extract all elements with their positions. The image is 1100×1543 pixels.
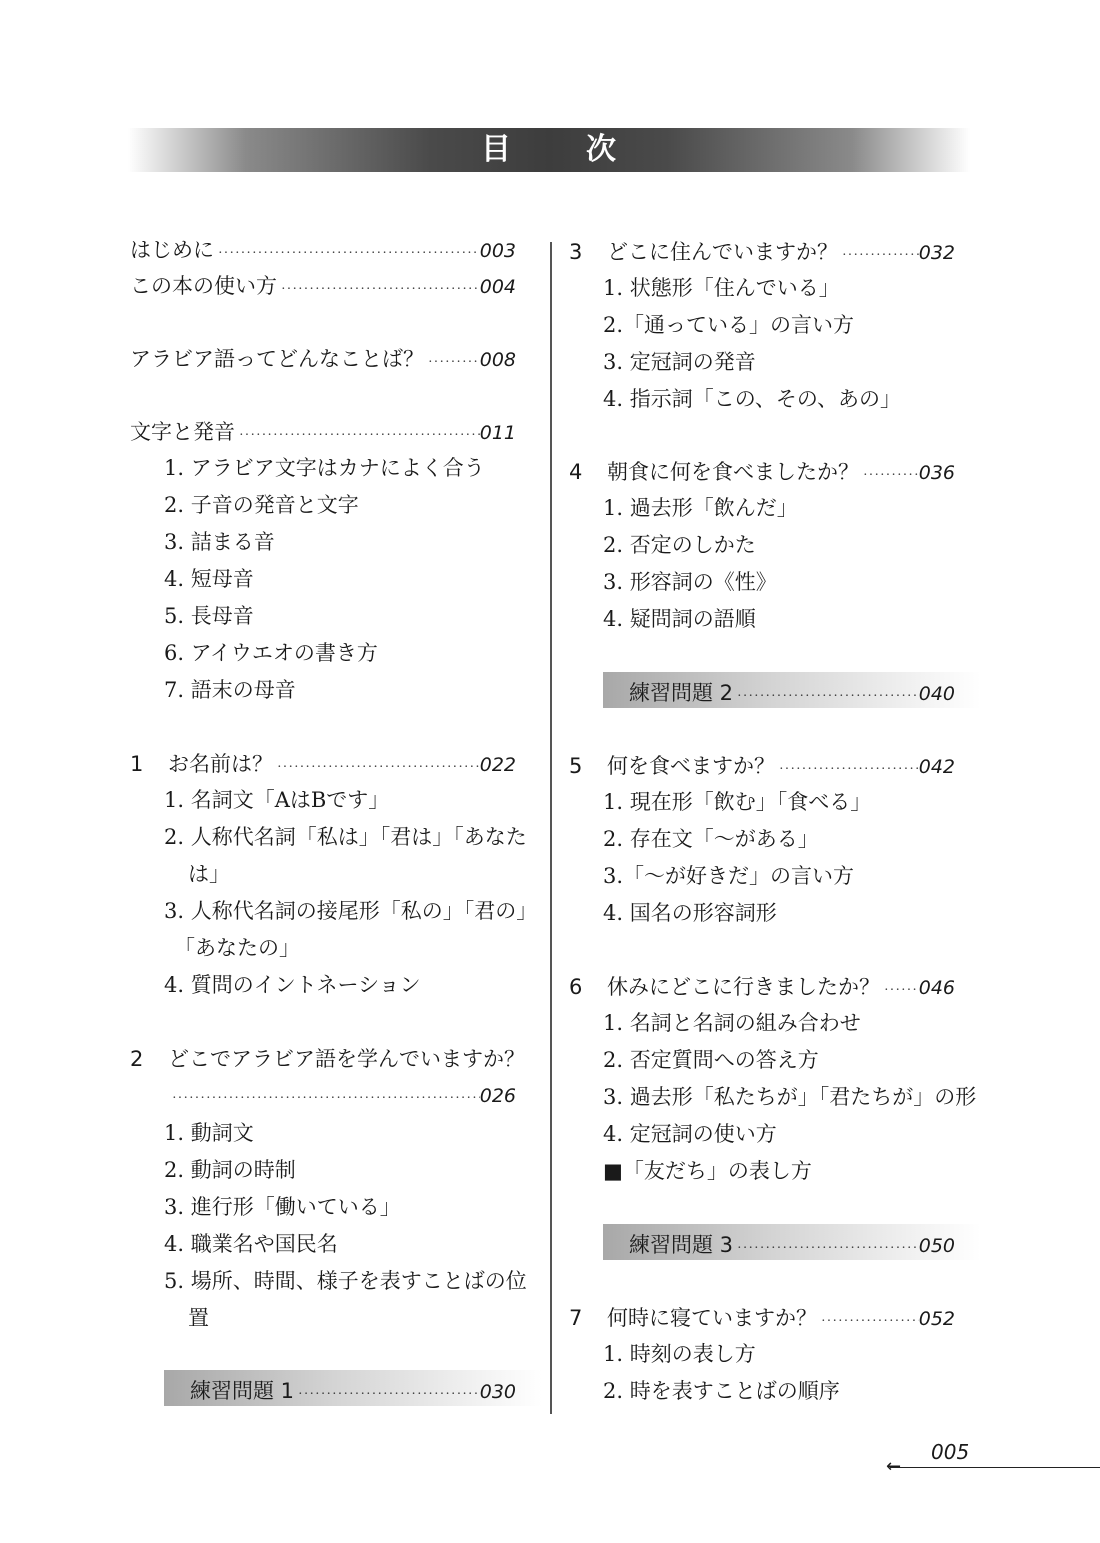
toc-page: 011 — [479, 422, 516, 444]
toc-entry-chapter-6[interactable] — [569, 969, 955, 1005]
leader-dots — [775, 752, 919, 788]
toc-subitem[interactable]: 4. 指示詞「この、その、あの」 — [603, 387, 902, 411]
toc-entry-chapter-3[interactable] — [569, 234, 955, 270]
page-title — [128, 128, 970, 172]
chapter-number: 5 — [569, 754, 583, 778]
toc-subitem[interactable]: 1. アラビア文字はカナによく合う — [164, 456, 485, 480]
leader-dots — [733, 679, 919, 715]
toc-subitem[interactable]: 2.「通っている」の言い方 — [603, 313, 855, 337]
toc-subitem[interactable]: 1. 名詞文「AはBです」 — [164, 788, 390, 812]
toc-subitem[interactable]: 2. 時を表すことばの順序 — [603, 1379, 840, 1403]
toc-subitem-continued[interactable]: 置 — [188, 1306, 209, 1330]
toc-label: 休みにどこに行きましたか？ — [607, 975, 880, 999]
toc-label: 何時に寝ていますか？ — [607, 1306, 817, 1330]
toc-entry-chapter-7[interactable] — [569, 1300, 955, 1336]
toc-subitem[interactable]: 5. 長母音 — [164, 604, 254, 628]
toc-subitem[interactable]: 2. 動詞の時制 — [164, 1158, 296, 1182]
title-char-1: 目 — [481, 132, 512, 167]
toc-subitem[interactable]: 4. 国名の形容詞形 — [603, 901, 777, 925]
toc-subitem[interactable]: 4. 短母音 — [164, 567, 254, 591]
title-char-2: 次 — [586, 132, 617, 167]
leader-dots — [817, 1304, 919, 1340]
toc-entry-practice-1[interactable] — [190, 1373, 516, 1409]
toc-entry-chapter-1[interactable] — [130, 746, 516, 782]
toc-label: この本の使い方 — [130, 274, 277, 298]
toc-subitem[interactable]: 3. 人称代名詞の接尾形「私の」「君の」 — [164, 899, 538, 923]
toc-label: はじめに — [130, 238, 214, 262]
toc-page: 008 — [479, 349, 516, 371]
toc-page: 040 — [918, 683, 955, 705]
toc-entry-arabic[interactable] — [130, 341, 516, 377]
toc-subitem[interactable]: 2. 否定質問への答え方 — [603, 1048, 819, 1072]
toc-subitem[interactable]: ■「友だち」の表し方 — [603, 1159, 812, 1183]
chapter-number: 7 — [569, 1306, 583, 1330]
toc-page: 052 — [918, 1308, 955, 1330]
toc-subitem[interactable]: 2. 人称代名詞「私は」「君は」「あなた — [164, 825, 527, 849]
chapter-number: 4 — [569, 460, 583, 484]
toc-subitem[interactable]: 3.「～が好きだ」の言い方 — [603, 864, 855, 888]
toc-subitem[interactable]: 2. 子音の発音と文字 — [164, 493, 359, 517]
toc-subitem[interactable]: 3. 形容詞の《性》 — [603, 570, 777, 594]
chapter-number: 6 — [569, 975, 583, 999]
toc-subitem-continued[interactable]: 「あなたの」 — [174, 936, 300, 960]
toc-entry-practice-3[interactable] — [629, 1227, 955, 1263]
leader-dots — [294, 1377, 480, 1413]
toc-subitem[interactable]: 1. 過去形「飲んだ」 — [603, 496, 798, 520]
toc-subitem[interactable]: 2. 否定のしかた — [603, 533, 756, 557]
toc-page: 050 — [918, 1235, 955, 1257]
toc-page: 036 — [918, 462, 955, 484]
toc-subitem[interactable]: 3. 過去形「私たちが」「君たちが」の形 — [603, 1085, 977, 1109]
toc-subitem[interactable]: 5. 場所、時間、様子を表すことばの位 — [164, 1269, 527, 1293]
chapter-number: 1 — [130, 752, 144, 776]
toc-subitem[interactable]: 4. 定冠詞の使い方 — [603, 1122, 777, 1146]
leader-dots — [168, 1081, 480, 1117]
toc-label: 朝食に何を食べましたか？ — [607, 460, 859, 484]
toc-subitem[interactable]: 7. 語末の母音 — [164, 678, 296, 702]
toc-label: 文字と発音 — [130, 420, 235, 444]
toc-subitem[interactable]: 4. 職業名や国民名 — [164, 1232, 338, 1256]
toc-subitem[interactable]: 3. 詰まる音 — [164, 530, 275, 554]
toc-page: 032 — [918, 242, 955, 264]
toc-subitem-continued[interactable]: は」 — [188, 862, 230, 886]
toc-entry-moji[interactable] — [130, 414, 516, 450]
toc-subitem[interactable]: 1. 名詞と名詞の組み合わせ — [603, 1011, 861, 1035]
chapter-number: 2 — [130, 1047, 144, 1071]
leader-dots — [214, 236, 480, 272]
leader-dots — [859, 458, 919, 494]
toc-entry-chapter-2-page[interactable] — [168, 1078, 516, 1114]
toc-label: 練習問題 3 — [629, 1233, 734, 1257]
toc-subitem[interactable]: 2. 存在文「～がある」 — [603, 827, 819, 851]
toc-label: どこでアラビア語を学んでいますか？ — [168, 1047, 525, 1071]
column-divider — [550, 242, 552, 1414]
toc-label: お名前は？ — [168, 752, 273, 776]
page-number: 005 — [931, 1440, 970, 1464]
leader-dots — [424, 345, 480, 381]
toc-subitem[interactable]: 3. 定冠詞の発音 — [603, 350, 756, 374]
toc-entry-chapter-4[interactable] — [569, 454, 955, 490]
toc-subitem[interactable]: 1. 時刻の表し方 — [603, 1342, 756, 1366]
toc-entry-practice-2[interactable] — [629, 675, 955, 711]
toc-page: 046 — [918, 977, 955, 999]
toc-page: 022 — [479, 754, 516, 776]
toc-subitem[interactable]: 1. 動詞文 — [164, 1121, 254, 1145]
toc-page: 030 — [479, 1381, 516, 1403]
toc-page: 042 — [918, 756, 955, 778]
leader-dots — [277, 272, 480, 308]
toc-label: 練習問題 2 — [629, 681, 734, 705]
toc-entry-hajimeni[interactable] — [130, 232, 516, 268]
toc-subitem[interactable]: 3. 進行形「働いている」 — [164, 1195, 401, 1219]
title-banner — [128, 128, 970, 172]
arrow-left-icon: ← — [886, 1456, 902, 1477]
toc-entry-tsukaikata[interactable] — [130, 268, 516, 304]
toc-page: 026 — [479, 1085, 516, 1107]
leader-dots — [880, 973, 919, 1009]
toc-subitem[interactable]: 1. 状態形「住んでいる」 — [603, 276, 840, 300]
folio-rule — [890, 1467, 1100, 1468]
leader-dots — [838, 238, 919, 274]
toc-label: アラビア語ってどんなことば？ — [130, 347, 424, 371]
toc-subitem[interactable]: 6. アイウエオの書き方 — [164, 641, 378, 665]
toc-label: 練習問題 1 — [190, 1379, 295, 1403]
leader-dots — [235, 418, 480, 454]
toc-subitem[interactable]: 1. 現在形「飲む」「食べる」 — [603, 790, 872, 814]
chapter-number: 3 — [569, 240, 583, 264]
toc-entry-chapter-2[interactable] — [130, 1041, 550, 1077]
toc-page: 004 — [479, 276, 516, 298]
toc-subitem[interactable]: 4. 疑問詞の語順 — [603, 607, 756, 631]
toc-label: 何を食べますか？ — [607, 754, 775, 778]
toc-label: どこに住んでいますか？ — [607, 240, 838, 264]
toc-entry-chapter-5[interactable] — [569, 748, 955, 784]
leader-dots — [273, 750, 480, 786]
toc-page: 003 — [479, 240, 516, 262]
leader-dots — [733, 1231, 919, 1267]
toc-subitem[interactable]: 4. 質問のイントネーション — [164, 973, 421, 997]
